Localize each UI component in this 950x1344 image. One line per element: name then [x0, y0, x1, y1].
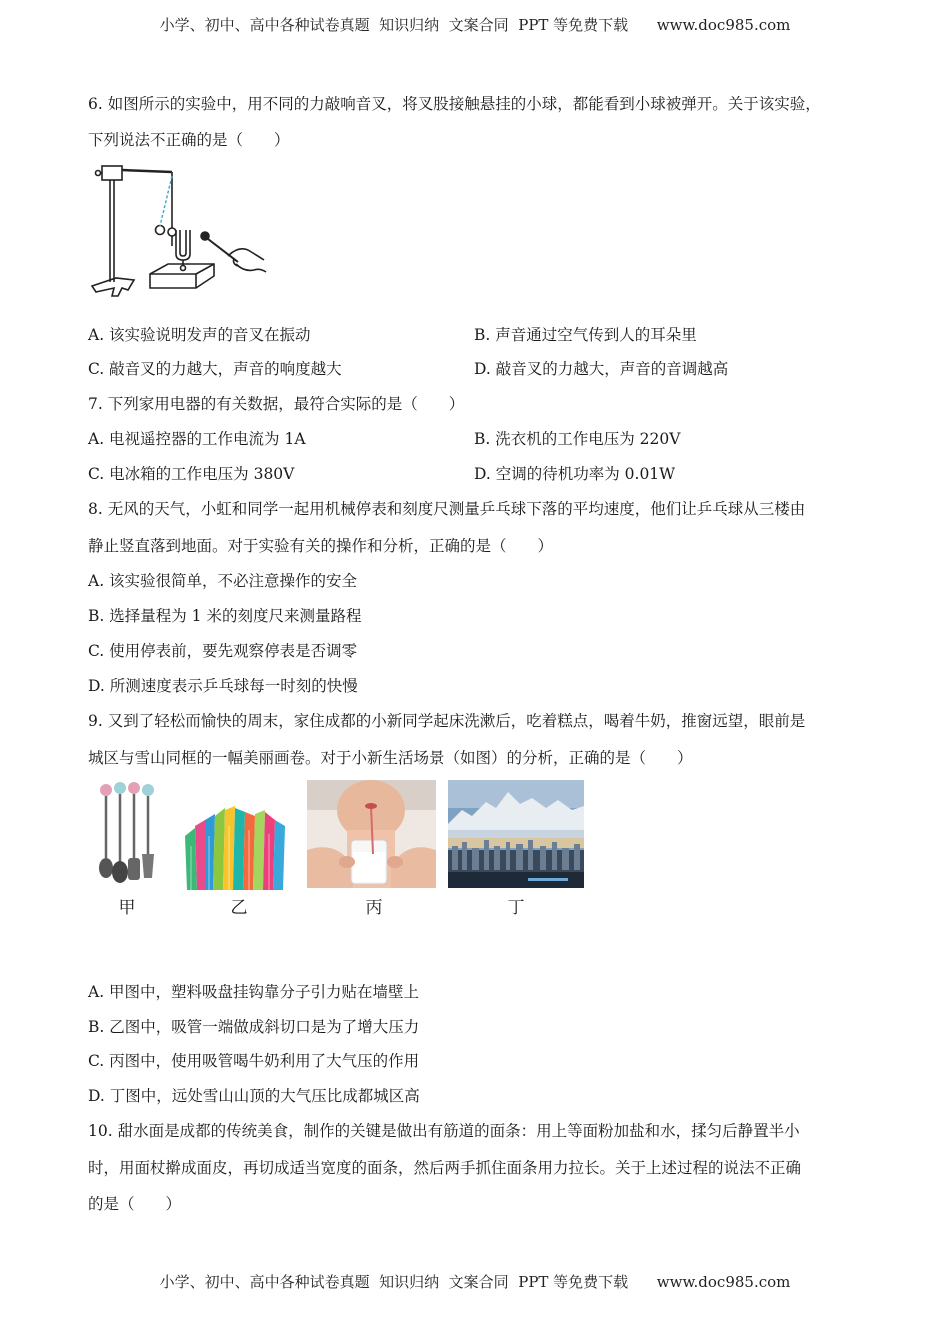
q9-stem-line2: 城区与雪山同框的一幅美丽画卷。对于小新生活场景（如图）的分析，正确的是（ ）: [88, 749, 693, 767]
q7-stem: 7. 下列家用电器的有关数据，最符合实际的是（ ）: [88, 395, 465, 413]
suction-hook-utensils-image: [96, 780, 162, 888]
tuning-fork-apparatus-figure: [88, 160, 273, 305]
q8-option-a: A. 该实验很简单，不必注意操作的安全: [88, 572, 358, 590]
q7-option-d: D. 空调的待机功率为 0.01W: [474, 465, 676, 483]
q9-option-c: C. 丙图中，使用吸管喝牛奶利用了大气压的作用: [88, 1052, 420, 1070]
pendulum-thread: [160, 176, 172, 226]
page-footer: 小学、初中、高中各种试卷真题 知识归纳 文案合同 PPT 等免费下载 www.doc985.com: [159, 1273, 791, 1291]
q6-option-d: D. 敲音叉的力越大，声音的音调越高: [474, 360, 729, 378]
q10-stem-line2: 时，用面杖擀成面皮，再切成适当宽度的面条，然后两手抓住面条用力拉长。关于上述过程的说法不正确: [88, 1159, 802, 1177]
caption-jia: 甲: [118, 898, 136, 918]
q10-stem-line1: 10. 甜水面是成都的传统美食，制作的关键是做出有筋道的面条：用上等面粉加盐和水，揉匀后静置半小: [88, 1122, 800, 1140]
q9-option-b: B. 乙图中，吸管一端做成斜切口是为了增大压力: [88, 1018, 420, 1036]
q8-option-c: C. 使用停表前，要先观察停表是否调零: [88, 642, 358, 660]
q9-stem-line1: 9. 又到了轻松而愉快的周末，家住成都的小新同学起床洗漱后，吃着糕点，喝着牛奶，推窗远望，眼前是: [88, 712, 806, 730]
q6-option-a: A. 该实验说明发声的音叉在振动: [88, 326, 311, 344]
caption-yi: 乙: [230, 898, 248, 918]
q6-option-c: C. 敲音叉的力越大，声音的响度越大: [88, 360, 342, 378]
city-snow-mountain-image: [448, 780, 584, 888]
q7-option-b: B. 洗衣机的工作电压为 220V: [474, 430, 681, 448]
q8-stem-line1: 8. 无风的天气，小虹和同学一起用机械停表和刻度尺测量乒乓球下落的平均速度，他们让乒乓球从三楼由: [88, 500, 806, 518]
q6-stem-line2: 下列说法不正确的是（ ）: [88, 131, 290, 149]
q8-option-b: B. 选择量程为 1 米的刻度尺来测量路程: [88, 607, 362, 625]
q7-option-a: A. 电视遥控器的工作电流为 1A: [88, 430, 306, 448]
q6-stem-line1: 6. 如图所示的实验中，用不同的力敲响音叉，将叉股接触悬挂的小球，都能看到小球被弹开。关于该实验，: [88, 95, 821, 113]
q10-stem-line3: 的是（ ）: [88, 1195, 182, 1213]
caption-bing: 丙: [365, 898, 383, 918]
q6-option-b: B. 声音通过空气传到人的耳朵里: [474, 326, 697, 344]
q7-option-c: C. 电冰箱的工作电压为 380V: [88, 465, 295, 483]
caption-ding: 丁: [507, 898, 525, 918]
drinking-milk-image: [307, 780, 436, 888]
straws-image: [183, 806, 291, 890]
q8-stem-line2: 静止竖直落到地面。对于实验有关的操作和分析，正确的是（ ）: [88, 537, 554, 555]
q9-option-d: D. 丁图中，远处雪山山顶的大气压比成都城区高: [88, 1087, 420, 1105]
q8-option-d: D. 所测速度表示乒乓球每一时刻的快慢: [88, 677, 358, 695]
q9-option-a: A. 甲图中，塑料吸盘挂钩靠分子引力贴在墙壁上: [88, 983, 420, 1001]
page-header: 小学、初中、高中各种试卷真题 知识归纳 文案合同 PPT 等免费下载 www.doc985.com: [159, 16, 791, 34]
